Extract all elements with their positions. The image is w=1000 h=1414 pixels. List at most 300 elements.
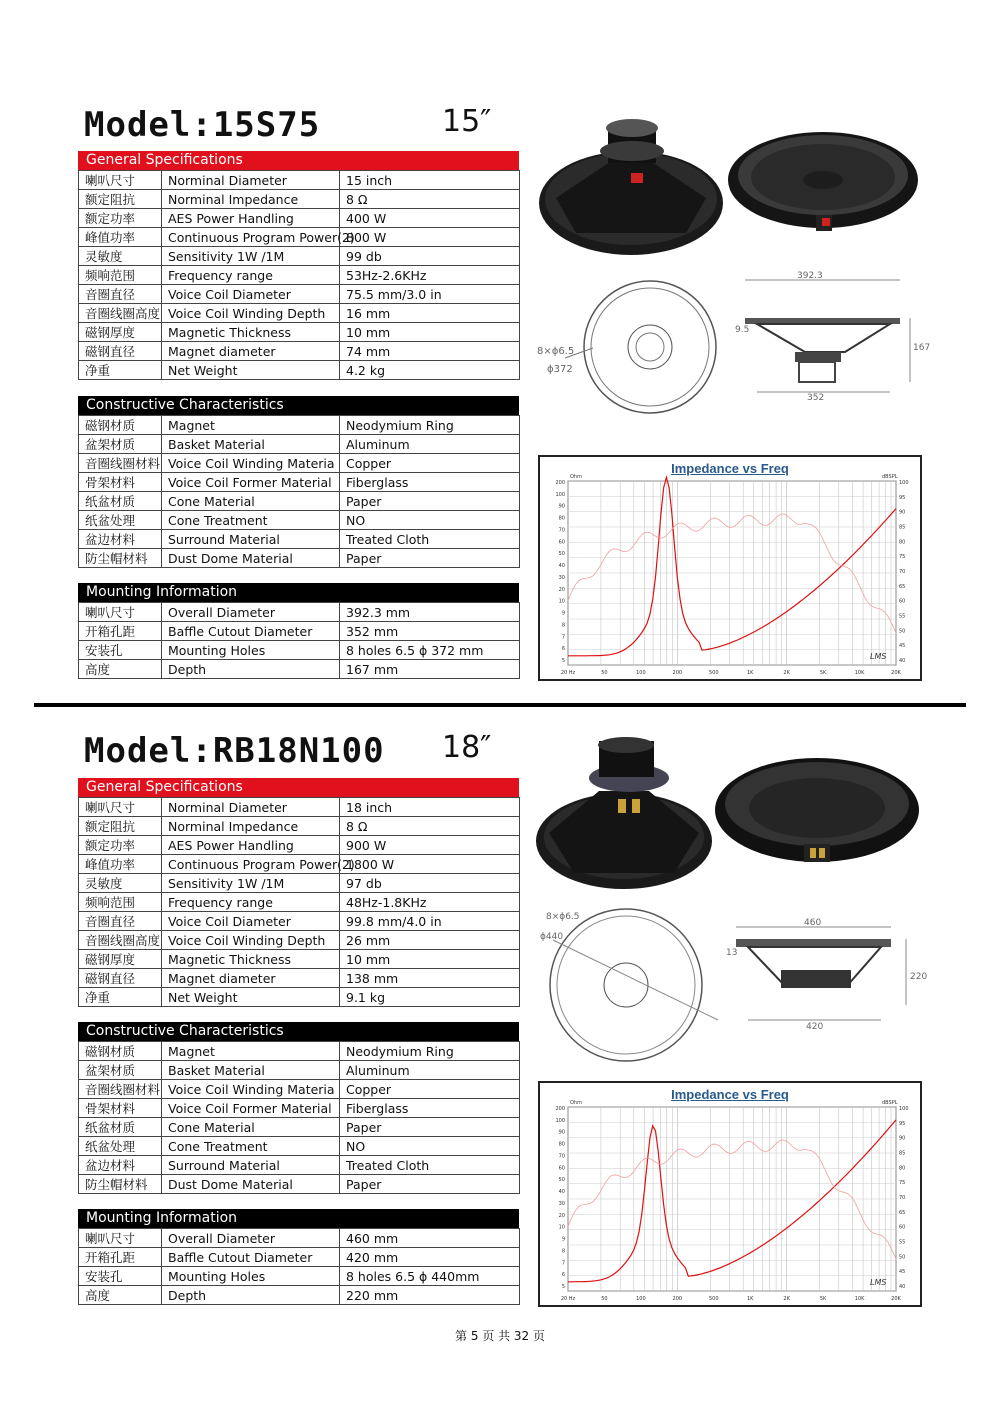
- cell-en-label: Voice Coil Former Material: [162, 473, 340, 492]
- cell-value: 18 inch: [340, 798, 520, 817]
- cell-en-label: Norminal Diameter: [162, 798, 340, 817]
- cell-en-label: Voice Coil Winding Materia: [162, 454, 340, 473]
- cell-en-label: Surround Material: [162, 1156, 340, 1175]
- table-row: [79, 285, 520, 304]
- cell-value: 99 db: [340, 247, 520, 266]
- table-row: [79, 342, 520, 361]
- right-tick-label: 100: [899, 480, 909, 486]
- side-right-label: 167: [913, 343, 931, 353]
- model-title-2: Model:RB18N100: [84, 731, 385, 771]
- table-row: [79, 660, 520, 679]
- right-tick-label: 95: [899, 1120, 906, 1127]
- side-view-drawing: [735, 270, 931, 405]
- cell-cn-label: 安装孔: [79, 1267, 162, 1286]
- cell-value: Copper: [340, 454, 520, 473]
- right-tick-label: 40: [899, 1284, 906, 1290]
- right-tick-label: 85: [899, 524, 906, 531]
- table-row: [79, 1080, 520, 1099]
- left-tick-label: 9: [561, 1236, 565, 1243]
- table-row: [79, 912, 520, 931]
- general-spec-header: General Specifications: [78, 151, 519, 170]
- left-tick-label: 10: [558, 1224, 565, 1231]
- right-tick-label: 40: [899, 658, 906, 664]
- right-tick-label: 90: [899, 1135, 906, 1142]
- cell-value: 8 Ω: [340, 190, 520, 209]
- right-tick-label: 60: [899, 598, 906, 605]
- table-row: [79, 836, 520, 855]
- cell-en-label: Voice Coil Winding Materia: [162, 1080, 340, 1099]
- x-tick-label: 5K: [819, 670, 827, 676]
- left-tick-label: 60: [558, 1165, 565, 1172]
- front-view-drawing: [535, 278, 725, 418]
- left-tick-label: 60: [558, 539, 565, 546]
- cell-cn-label: 磁钢材质: [79, 1042, 162, 1061]
- table-row: [79, 1137, 520, 1156]
- cell-value: 167 mm: [340, 660, 520, 679]
- cell-cn-label: 磁钢厚度: [79, 323, 162, 342]
- cell-value: 900 W: [340, 836, 520, 855]
- left-tick-label: 70: [558, 1153, 565, 1160]
- x-tick-label: 100: [636, 670, 646, 676]
- lms-logo: LMS: [870, 1278, 887, 1287]
- lms-logo: LMS: [870, 652, 887, 661]
- table-row: [79, 969, 520, 988]
- cell-value: Aluminum: [340, 1061, 520, 1080]
- cell-en-label: Depth: [162, 660, 340, 679]
- left-tick-label: 100: [555, 1117, 565, 1124]
- cell-cn-label: 音圈线圈高度: [79, 931, 162, 950]
- cell-value: 1800 W: [340, 855, 520, 874]
- table-row: [79, 1248, 520, 1267]
- table-row: [79, 1175, 520, 1194]
- cell-cn-label: 纸盆处理: [79, 1137, 162, 1156]
- cell-value: 97 db: [340, 874, 520, 893]
- cell-value: 8 holes 6.5 ϕ 372 mm: [340, 641, 520, 660]
- x-tick-label: 2K: [783, 1296, 790, 1302]
- side-top-label: 392.3: [797, 271, 823, 281]
- cell-en-label: Basket Material: [162, 1061, 340, 1080]
- cell-cn-label: 额定阻抗: [79, 817, 162, 836]
- cell-cn-label: 音圈直径: [79, 912, 162, 931]
- cell-cn-label: 盆架材质: [79, 435, 162, 454]
- cell-cn-label: 纸盆材质: [79, 1118, 162, 1137]
- left-tick-label: 9: [561, 610, 565, 617]
- cell-cn-label: 高度: [79, 660, 162, 679]
- cell-en-label: Norminal Impedance: [162, 817, 340, 836]
- impedance-graph-2: [538, 1081, 922, 1307]
- left-tick-label: 20: [558, 586, 565, 593]
- speaker-rear-photo: [536, 103, 726, 263]
- table-row: [79, 1042, 520, 1061]
- cell-value: 48Hz-1.8KHz: [340, 893, 520, 912]
- table-row: [79, 190, 520, 209]
- model-title-1: Model:15S75: [84, 105, 321, 145]
- x-tick-label: 2K: [783, 670, 790, 676]
- right-tick-label: 60: [899, 1224, 906, 1231]
- cell-en-label: Voice Coil Diameter: [162, 285, 340, 304]
- cell-cn-label: 开箱孔距: [79, 622, 162, 641]
- cell-en-label: Continuous Program Power(2): [162, 228, 340, 247]
- cell-value: Paper: [340, 1118, 520, 1137]
- table-row: [79, 855, 520, 874]
- left-tick-label: 40: [558, 563, 565, 570]
- cell-en-label: Overall Diameter: [162, 603, 340, 622]
- cell-cn-label: 磁钢厚度: [79, 950, 162, 969]
- table-row: [79, 950, 520, 969]
- cell-value: Neodymium Ring: [340, 1042, 520, 1061]
- mounting-table: [78, 602, 520, 679]
- graph-title: Impedance vs Freq: [671, 1087, 789, 1102]
- cell-value: NO: [340, 1137, 520, 1156]
- x-tick-label: 500: [709, 1296, 719, 1302]
- cell-cn-label: 纸盆材质: [79, 492, 162, 511]
- cell-cn-label: 音圈线圈材料: [79, 1080, 162, 1099]
- right-tick-label: 50: [899, 1254, 906, 1261]
- cell-value: 352 mm: [340, 622, 520, 641]
- right-tick-label: 50: [899, 628, 906, 635]
- cell-value: 75.5 mm/3.0 in: [340, 285, 520, 304]
- cell-value: NO: [340, 511, 520, 530]
- cell-en-label: Magnet: [162, 416, 340, 435]
- right-tick-label: 45: [899, 1269, 906, 1276]
- side-bottom-label: 352: [807, 393, 825, 403]
- cell-en-label: Cone Treatment: [162, 511, 340, 530]
- cell-en-label: Cone Material: [162, 1118, 340, 1137]
- cell-en-label: Cone Treatment: [162, 1137, 340, 1156]
- section-divider: [34, 703, 966, 707]
- cell-cn-label: 灵敏度: [79, 874, 162, 893]
- table-row: [79, 247, 520, 266]
- left-tick-label: 40: [558, 1189, 565, 1196]
- cell-cn-label: 额定功率: [79, 836, 162, 855]
- table-row: [79, 1118, 520, 1137]
- cell-en-label: Dust Dome Material: [162, 1175, 340, 1194]
- cell-value: 400 W: [340, 209, 520, 228]
- cell-value: 9.1 kg: [340, 988, 520, 1007]
- cell-cn-label: 开箱孔距: [79, 1248, 162, 1267]
- right-tick-label: 75: [899, 1180, 906, 1187]
- table-row: [79, 228, 520, 247]
- side-view-drawing: [726, 915, 926, 1035]
- page-footer: 第 5 页 共 32 页: [455, 1329, 545, 1343]
- cell-value: 26 mm: [340, 931, 520, 950]
- table-row: [79, 530, 520, 549]
- cell-en-label: Net Weight: [162, 988, 340, 1007]
- general-spec-table: [78, 797, 520, 1007]
- cell-cn-label: 防尘帽材料: [79, 549, 162, 568]
- table-row: [79, 435, 520, 454]
- cell-en-label: Net Weight: [162, 361, 340, 380]
- front-view-drawing: [538, 905, 728, 1065]
- left-tick-label: 90: [558, 1129, 565, 1136]
- cell-cn-label: 磁钢材质: [79, 416, 162, 435]
- left-tick-label: 50: [558, 1177, 565, 1184]
- right-tick-label: 65: [899, 1209, 906, 1216]
- left-tick-label: 50: [558, 551, 565, 558]
- right-tick-label: 85: [899, 1150, 906, 1157]
- cell-cn-label: 灵敏度: [79, 247, 162, 266]
- side-bottom-label: 420: [806, 1022, 824, 1032]
- left-tick-label: 7: [561, 634, 565, 641]
- cell-cn-label: 频响范围: [79, 893, 162, 912]
- right-tick-label: 80: [899, 539, 906, 546]
- constructive-header: Constructive Characteristics: [78, 396, 519, 415]
- cell-cn-label: 音圈直径: [79, 285, 162, 304]
- constructive-table: [78, 1041, 520, 1194]
- cell-en-label: Baffle Cutout Diameter: [162, 622, 340, 641]
- x-tick-label: 10K: [854, 670, 865, 676]
- cell-cn-label: 额定功率: [79, 209, 162, 228]
- table-row: [79, 304, 520, 323]
- cell-value: 99.8 mm/4.0 in: [340, 912, 520, 931]
- cell-en-label: Basket Material: [162, 435, 340, 454]
- front-holes-label: 8×ϕ6.5: [537, 346, 575, 357]
- left-tick-label: 100: [555, 491, 565, 498]
- left-tick-label: 30: [558, 574, 565, 581]
- cell-cn-label: 额定阻抗: [79, 190, 162, 209]
- cell-cn-label: 喇叭尺寸: [79, 171, 162, 190]
- cell-value: Paper: [340, 492, 520, 511]
- general-spec-table: [78, 170, 520, 380]
- cell-value: 220 mm: [340, 1286, 520, 1305]
- table-row: [79, 893, 520, 912]
- cell-cn-label: 喇叭尺寸: [79, 798, 162, 817]
- right-tick-label: 100: [899, 1106, 909, 1112]
- general-spec-block-2: [78, 778, 519, 1007]
- cell-en-label: Voice Coil Diameter: [162, 912, 340, 931]
- right-tick-label: 55: [899, 1239, 906, 1246]
- cell-cn-label: 高度: [79, 1286, 162, 1305]
- cell-en-label: Mounting Holes: [162, 1267, 340, 1286]
- front-circle-label: ϕ440: [540, 932, 564, 942]
- cell-en-label: Depth: [162, 1286, 340, 1305]
- table-row: [79, 454, 520, 473]
- cell-value: Fiberglass: [340, 1099, 520, 1118]
- cell-value: 15 inch: [340, 171, 520, 190]
- x-tick-label: 20 Hz: [560, 1296, 576, 1302]
- constructive-block-2: [78, 1022, 519, 1194]
- table-row: [79, 874, 520, 893]
- cell-cn-label: 频响范围: [79, 266, 162, 285]
- table-row: [79, 603, 520, 622]
- x-tick-label: 20K: [891, 1296, 901, 1302]
- cell-value: 392.3 mm: [340, 603, 520, 622]
- right-tick-label: 90: [899, 509, 906, 516]
- cell-cn-label: 防尘帽材料: [79, 1175, 162, 1194]
- cell-en-label: Norminal Impedance: [162, 190, 340, 209]
- table-row: [79, 1229, 520, 1248]
- table-row: [79, 931, 520, 950]
- front-circle-label: ϕ372: [547, 364, 573, 375]
- left-tick-label: 6: [561, 1272, 565, 1279]
- cell-cn-label: 骨架材料: [79, 473, 162, 492]
- cell-cn-label: 音圈线圈材料: [79, 454, 162, 473]
- table-row: [79, 171, 520, 190]
- cell-en-label: Sensitivity 1W /1M: [162, 874, 340, 893]
- impedance-graph-1: [538, 455, 922, 681]
- mounting-block-1: [78, 583, 519, 679]
- cell-en-label: AES Power Handling: [162, 209, 340, 228]
- front-holes-label: 8×ϕ6.5: [546, 912, 580, 922]
- left-tick-label: 10: [558, 598, 565, 605]
- cell-value: 4.2 kg: [340, 361, 520, 380]
- right-tick-label: 75: [899, 554, 906, 561]
- cell-cn-label: 纸盆处理: [79, 511, 162, 530]
- speaker-front-photo: [712, 752, 922, 872]
- x-tick-label: 10K: [854, 1296, 865, 1302]
- cell-value: 8 Ω: [340, 817, 520, 836]
- left-tick-label: 70: [558, 527, 565, 534]
- table-row: [79, 1061, 520, 1080]
- mounting-table: [78, 1228, 520, 1305]
- cell-value: 10 mm: [340, 950, 520, 969]
- cell-value: 8 holes 6.5 ϕ 440mm: [340, 1267, 520, 1286]
- cell-value: 420 mm: [340, 1248, 520, 1267]
- cell-cn-label: 净重: [79, 361, 162, 380]
- table-row: [79, 1286, 520, 1305]
- left-tick-label: 200: [555, 1106, 565, 1112]
- table-row: [79, 511, 520, 530]
- cell-en-label: Magnet: [162, 1042, 340, 1061]
- cell-value: Aluminum: [340, 435, 520, 454]
- left-tick-label: 80: [558, 515, 565, 522]
- cell-en-label: Voice Coil Winding Depth: [162, 304, 340, 323]
- left-axis-label: Ohm: [570, 1100, 582, 1106]
- right-tick-label: 45: [899, 643, 906, 650]
- table-row: [79, 492, 520, 511]
- cell-cn-label: 峰值功率: [79, 228, 162, 247]
- x-tick-label: 1K: [746, 670, 754, 676]
- right-tick-label: 70: [899, 1195, 906, 1201]
- left-tick-label: 5: [561, 1284, 565, 1290]
- table-row: [79, 266, 520, 285]
- right-tick-label: 55: [899, 613, 906, 620]
- side-left-label: 13: [726, 948, 738, 958]
- table-row: [79, 641, 520, 660]
- cell-en-label: Baffle Cutout Diameter: [162, 1248, 340, 1267]
- right-tick-label: 65: [899, 583, 906, 590]
- constructive-table: [78, 415, 520, 568]
- general-spec-header: General Specifications: [78, 778, 519, 797]
- left-tick-label: 20: [558, 1212, 565, 1219]
- mounting-header: Mounting Information: [78, 583, 519, 602]
- cell-value: Copper: [340, 1080, 520, 1099]
- cell-en-label: Mounting Holes: [162, 641, 340, 660]
- table-row: [79, 817, 520, 836]
- cell-cn-label: 磁钢直径: [79, 969, 162, 988]
- left-tick-label: 8: [561, 1248, 565, 1255]
- cell-en-label: Norminal Diameter: [162, 171, 340, 190]
- right-tick-label: 95: [899, 494, 906, 501]
- table-row: [79, 549, 520, 568]
- left-tick-label: 7: [561, 1260, 565, 1267]
- speaker-front-photo: [726, 125, 921, 240]
- cell-cn-label: 净重: [79, 988, 162, 1007]
- model-size-2: 18″: [442, 730, 492, 765]
- cell-cn-label: 音圈线圈高度: [79, 304, 162, 323]
- left-tick-label: 8: [561, 622, 565, 629]
- x-tick-label: 500: [709, 670, 719, 676]
- graph-title: Impedance vs Freq: [671, 461, 789, 476]
- cell-cn-label: 骨架材料: [79, 1099, 162, 1118]
- right-axis-label: dBSPL: [882, 474, 898, 480]
- constructive-header: Constructive Characteristics: [78, 1022, 519, 1041]
- x-tick-label: 200: [672, 670, 683, 676]
- table-row: [79, 416, 520, 435]
- cell-en-label: Magnet diameter: [162, 969, 340, 988]
- cell-cn-label: 喇叭尺寸: [79, 1229, 162, 1248]
- left-tick-label: 80: [558, 1141, 565, 1148]
- table-row: [79, 1267, 520, 1286]
- cell-en-label: Voice Coil Winding Depth: [162, 931, 340, 950]
- side-left-label: 9.5: [735, 325, 750, 335]
- cell-value: 74 mm: [340, 342, 520, 361]
- cell-value: Treated Cloth: [340, 1156, 520, 1175]
- cell-en-label: Dust Dome Material: [162, 549, 340, 568]
- cell-value: 10 mm: [340, 323, 520, 342]
- cell-en-label: Overall Diameter: [162, 1229, 340, 1248]
- cell-en-label: AES Power Handling: [162, 836, 340, 855]
- right-tick-label: 80: [899, 1165, 906, 1172]
- left-tick-label: 5: [561, 658, 565, 664]
- cell-en-label: Sensitivity 1W /1M: [162, 247, 340, 266]
- right-axis-label: dBSPL: [882, 1100, 898, 1106]
- speaker-rear-photo: [534, 733, 714, 893]
- left-tick-label: 6: [561, 646, 565, 653]
- constructive-block-1: [78, 396, 519, 568]
- cell-value: Neodymium Ring: [340, 416, 520, 435]
- cell-value: Paper: [340, 549, 520, 568]
- cell-en-label: Frequency range: [162, 266, 340, 285]
- cell-value: Fiberglass: [340, 473, 520, 492]
- cell-en-label: Continuous Program Power(2): [162, 855, 340, 874]
- cell-en-label: Voice Coil Former Material: [162, 1099, 340, 1118]
- cell-en-label: Surround Material: [162, 530, 340, 549]
- side-right-label: 220: [910, 972, 928, 982]
- x-tick-label: 200: [672, 1296, 683, 1302]
- left-tick-label: 30: [558, 1200, 565, 1207]
- table-row: [79, 323, 520, 342]
- cell-value: 800 W: [340, 228, 520, 247]
- x-tick-label: 1K: [746, 1296, 754, 1302]
- table-row: [79, 1099, 520, 1118]
- table-row: [79, 473, 520, 492]
- general-spec-block-1: [78, 151, 519, 380]
- table-row: [79, 209, 520, 228]
- x-tick-label: 50: [601, 670, 608, 676]
- cell-value: Paper: [340, 1175, 520, 1194]
- right-tick-label: 70: [899, 569, 906, 575]
- model-size-1: 15″: [442, 104, 492, 139]
- x-tick-label: 100: [636, 1296, 646, 1302]
- cell-cn-label: 喇叭尺寸: [79, 603, 162, 622]
- cell-en-label: Cone Material: [162, 492, 340, 511]
- x-tick-label: 20K: [891, 670, 901, 676]
- cell-value: Treated Cloth: [340, 530, 520, 549]
- table-row: [79, 622, 520, 641]
- cell-cn-label: 盆架材质: [79, 1061, 162, 1080]
- x-tick-label: 20 Hz: [560, 670, 576, 676]
- left-axis-label: Ohm: [570, 474, 582, 480]
- x-tick-label: 50: [601, 1296, 608, 1302]
- cell-cn-label: 盆边材料: [79, 1156, 162, 1175]
- cell-cn-label: 峰值功率: [79, 855, 162, 874]
- cell-en-label: Magnet diameter: [162, 342, 340, 361]
- cell-value: 53Hz-2.6KHz: [340, 266, 520, 285]
- cell-value: 138 mm: [340, 969, 520, 988]
- left-tick-label: 90: [558, 503, 565, 510]
- table-row: [79, 361, 520, 380]
